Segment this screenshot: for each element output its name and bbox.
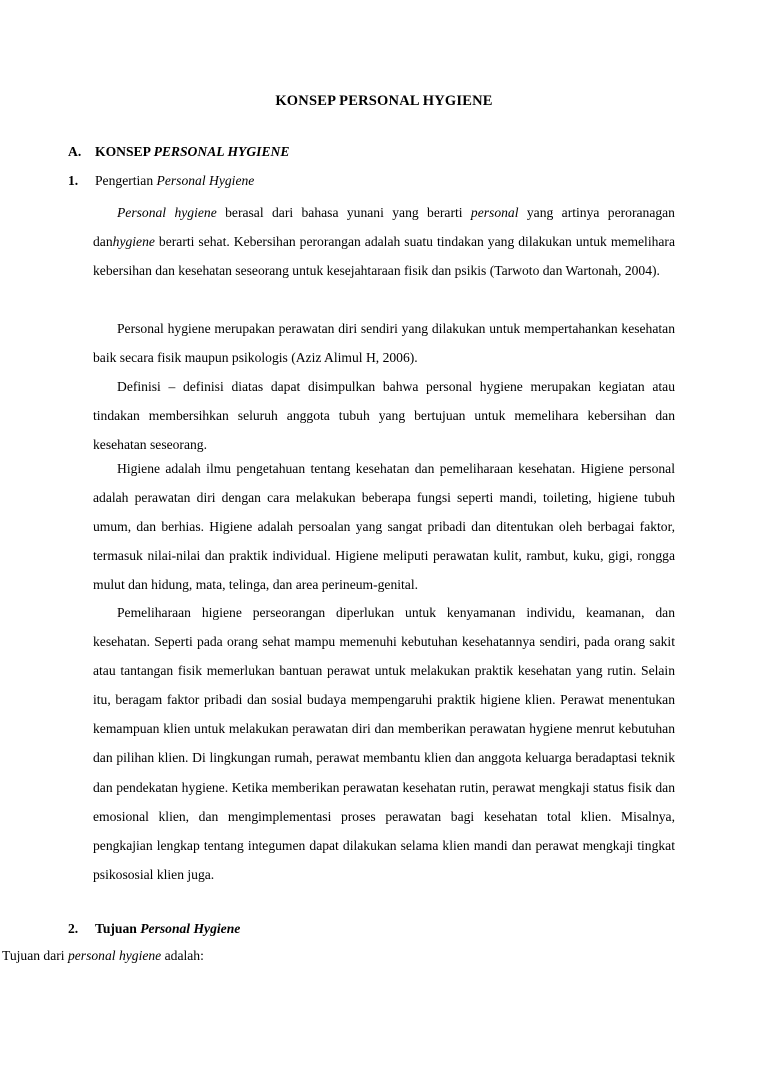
- last-line-italic: personal hygiene: [67, 948, 162, 963]
- p5-text: Pemeliharaan higiene perseorangan diperlukan untuk kenyamanan individu, keamanan, dan kesehatan. Seperti pada orang sehat mampu memenuhi kebutuhan kesehatannya sendiri, pada orang sakit atau tantangan fisik memerlukan bantuan perawat untuk melakukan praktik kesehatan yang rutin. Selain itu, beragam faktor pribadi dan sosial budaya mempengaruhi praktik higiene klien. Perawat menentukan kemampuan klien untuk melakukan perawatan diri dan memberikan perawatan hygiene menrut kebutuhan dan pilihan klien. Di lingkungan rumah, perawat membantu klien dan anggota keluarga beradaptasi teknik dan pendekatan hygiene. Ketika memberikan perawatan kesehatan rutin, perawat mengkaji status fisik dan emosional klien, dan mengimplementasi proses perawatan bagi kesehatan total klien. Misalnya, pengkajian lengkap tentang integumen dapat dilakukan selama klien mandi dan perawat mengkaji tingkat psikososial klien juga.: [93, 605, 675, 882]
- item-2-italic: Personal Hygiene: [140, 921, 241, 936]
- paragraph-1: [93, 198, 675, 285]
- paragraph-4: [93, 454, 675, 599]
- item-2-plain: Tujuan: [95, 921, 137, 936]
- item-1-heading: [95, 172, 254, 190]
- item-2-heading: [95, 920, 240, 938]
- p1-italic-mid: personal: [470, 205, 519, 220]
- p1-italic-mid2: hygiene: [112, 234, 155, 250]
- paragraph-2: [93, 314, 675, 372]
- document-title: KONSEP PERSONAL HYGIENE: [275, 93, 493, 109]
- section-a-plain: KONSEP: [95, 144, 151, 159]
- section-a-label: A.: [68, 144, 82, 159]
- p1-text1: berasal dari bahasa yunani yang berarti: [216, 205, 471, 220]
- item-1-plain: Pengertian: [95, 173, 154, 188]
- p1-text3: berarti sehat. Kebersihan perorangan adalah suatu tindakan yang dilakukan untuk memelihara kebersihan dan kesehatan seseorang untuk kesejahtaraan fisik dan psikis (Tarwoto dan Wartonah, 2004).: [93, 234, 675, 279]
- p4-text: Higiene adalah ilmu pengetahuan tentang kesehatan dan pemeliharaan kesehatan. Higiene personal adalah perawatan diri dengan cara melakukan beberapa fungsi seperti mandi, toileting, higiene tubuh umum, dan berhias. Higiene adalah persoalan yang sangat pribadi dan ditentukan oleh berbagai faktor, termasuk nilai-nilai dan praktik individual. Higiene meliputi perawatan kulit, rambut, kuku, gigi, rongga mulut dan hidung, mata, telinga, dan area perineum-genital.: [93, 461, 675, 593]
- item-2-label: 2.: [68, 921, 79, 936]
- section-a-heading: [95, 143, 289, 161]
- p1-italic-start: Personal hygiene: [117, 205, 217, 220]
- p1-text2: yang artinya peroranagan dan: [93, 205, 675, 250]
- p2-text: Personal hygiene merupakan perawatan diri sendiri yang dilakukan untuk mempertahankan kesehatan baik secara fisik maupun psikologis (Aziz Alimul H, 2006).: [93, 321, 675, 366]
- last-line-text2: adalah:: [161, 948, 204, 963]
- tujuan-intro-line: [2, 947, 204, 965]
- p3-text: Definisi – definisi diatas dapat disimpulkan bahwa personal hygiene merupakan kegiatan atau tindakan membersihkan seluruh anggota tubuh yang bertujuan untuk memelihara kebersihan dan kesehatan seseorang.: [93, 379, 675, 453]
- item-1-italic: Personal Hygiene: [156, 173, 255, 188]
- section-a-italic: PERSONAL HYGIENE: [153, 144, 290, 159]
- item-1-label: 1.: [68, 173, 79, 188]
- paragraph-5: [93, 598, 675, 889]
- paragraph-3: [93, 372, 675, 459]
- last-line-text1: Tujuan dari: [2, 948, 68, 963]
